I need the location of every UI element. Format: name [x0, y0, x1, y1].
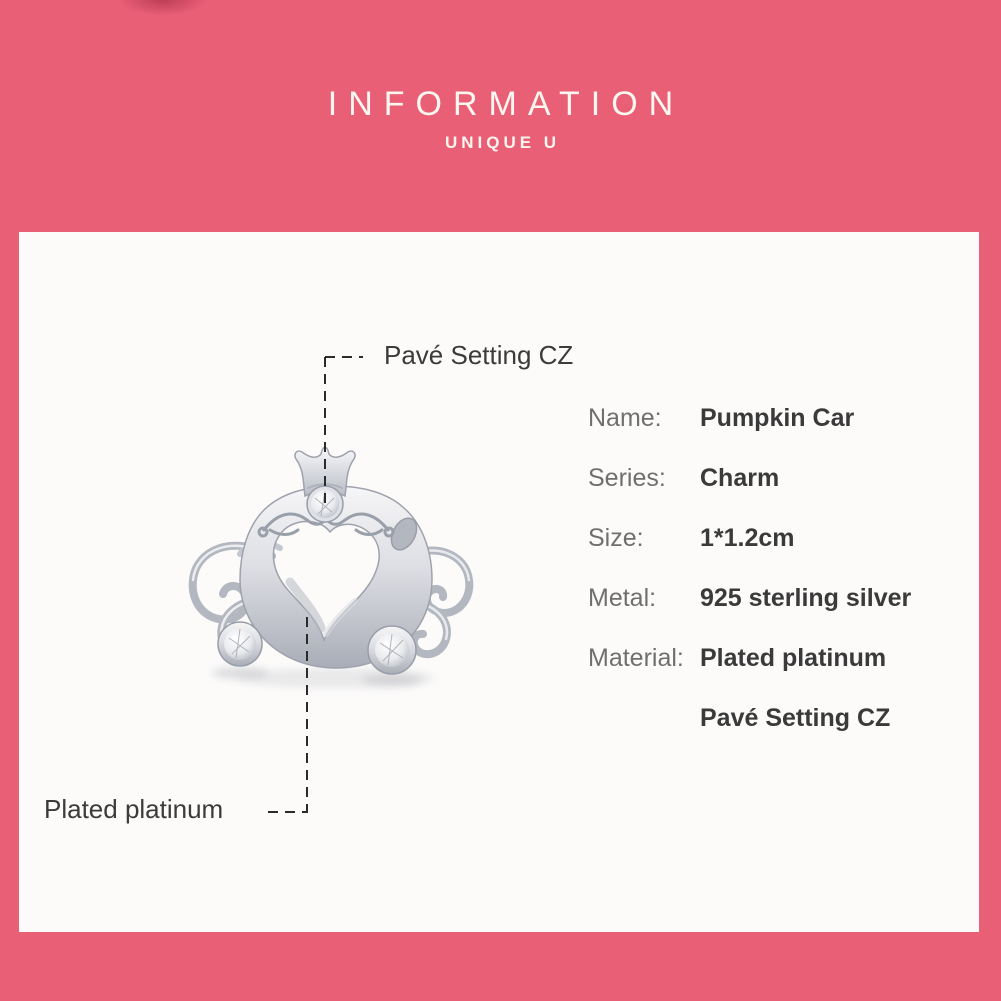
- spec-label: Name:: [588, 403, 662, 432]
- page-title: INFORMATION: [327, 85, 685, 123]
- spec-row-material: [588, 628, 968, 688]
- spec-row-series: [588, 448, 968, 508]
- spec-row-size: [588, 508, 968, 568]
- plated-callout-line-horizontal: [268, 811, 306, 813]
- spec-value: Pavé Setting CZ: [700, 703, 891, 732]
- spec-label: Metal:: [588, 583, 657, 612]
- charm-left-wheel: [218, 622, 262, 666]
- pave-callout-line-vertical: [324, 357, 326, 505]
- spec-row-metal: [588, 568, 968, 628]
- pave-callout-line-horizontal: [325, 356, 363, 358]
- background-blemish: [118, 0, 208, 16]
- spec-label: Series:: [588, 463, 666, 492]
- pumpkin-carriage-photo: [160, 430, 510, 730]
- page-subtitle: UNIQUE U: [444, 133, 561, 152]
- spec-value: Plated platinum: [700, 643, 887, 672]
- spec-value: Pumpkin Car: [700, 403, 855, 432]
- plated-callout-label: Plated platinum: [44, 794, 224, 824]
- spec-value: 1*1.2cm: [700, 523, 795, 552]
- spec-row-name: [588, 388, 968, 448]
- specs-list: [588, 388, 968, 748]
- spec-row-material-2: [588, 688, 968, 748]
- plated-callout-line-vertical: [306, 617, 308, 813]
- charm-right-wheel: [368, 626, 416, 674]
- spec-label: Size:: [588, 523, 644, 552]
- pave-callout-label: Pavé Setting CZ: [384, 340, 574, 370]
- spec-value: 925 sterling silver: [700, 583, 912, 612]
- spec-value: Charm: [700, 463, 780, 492]
- spec-label: Material:: [588, 643, 684, 672]
